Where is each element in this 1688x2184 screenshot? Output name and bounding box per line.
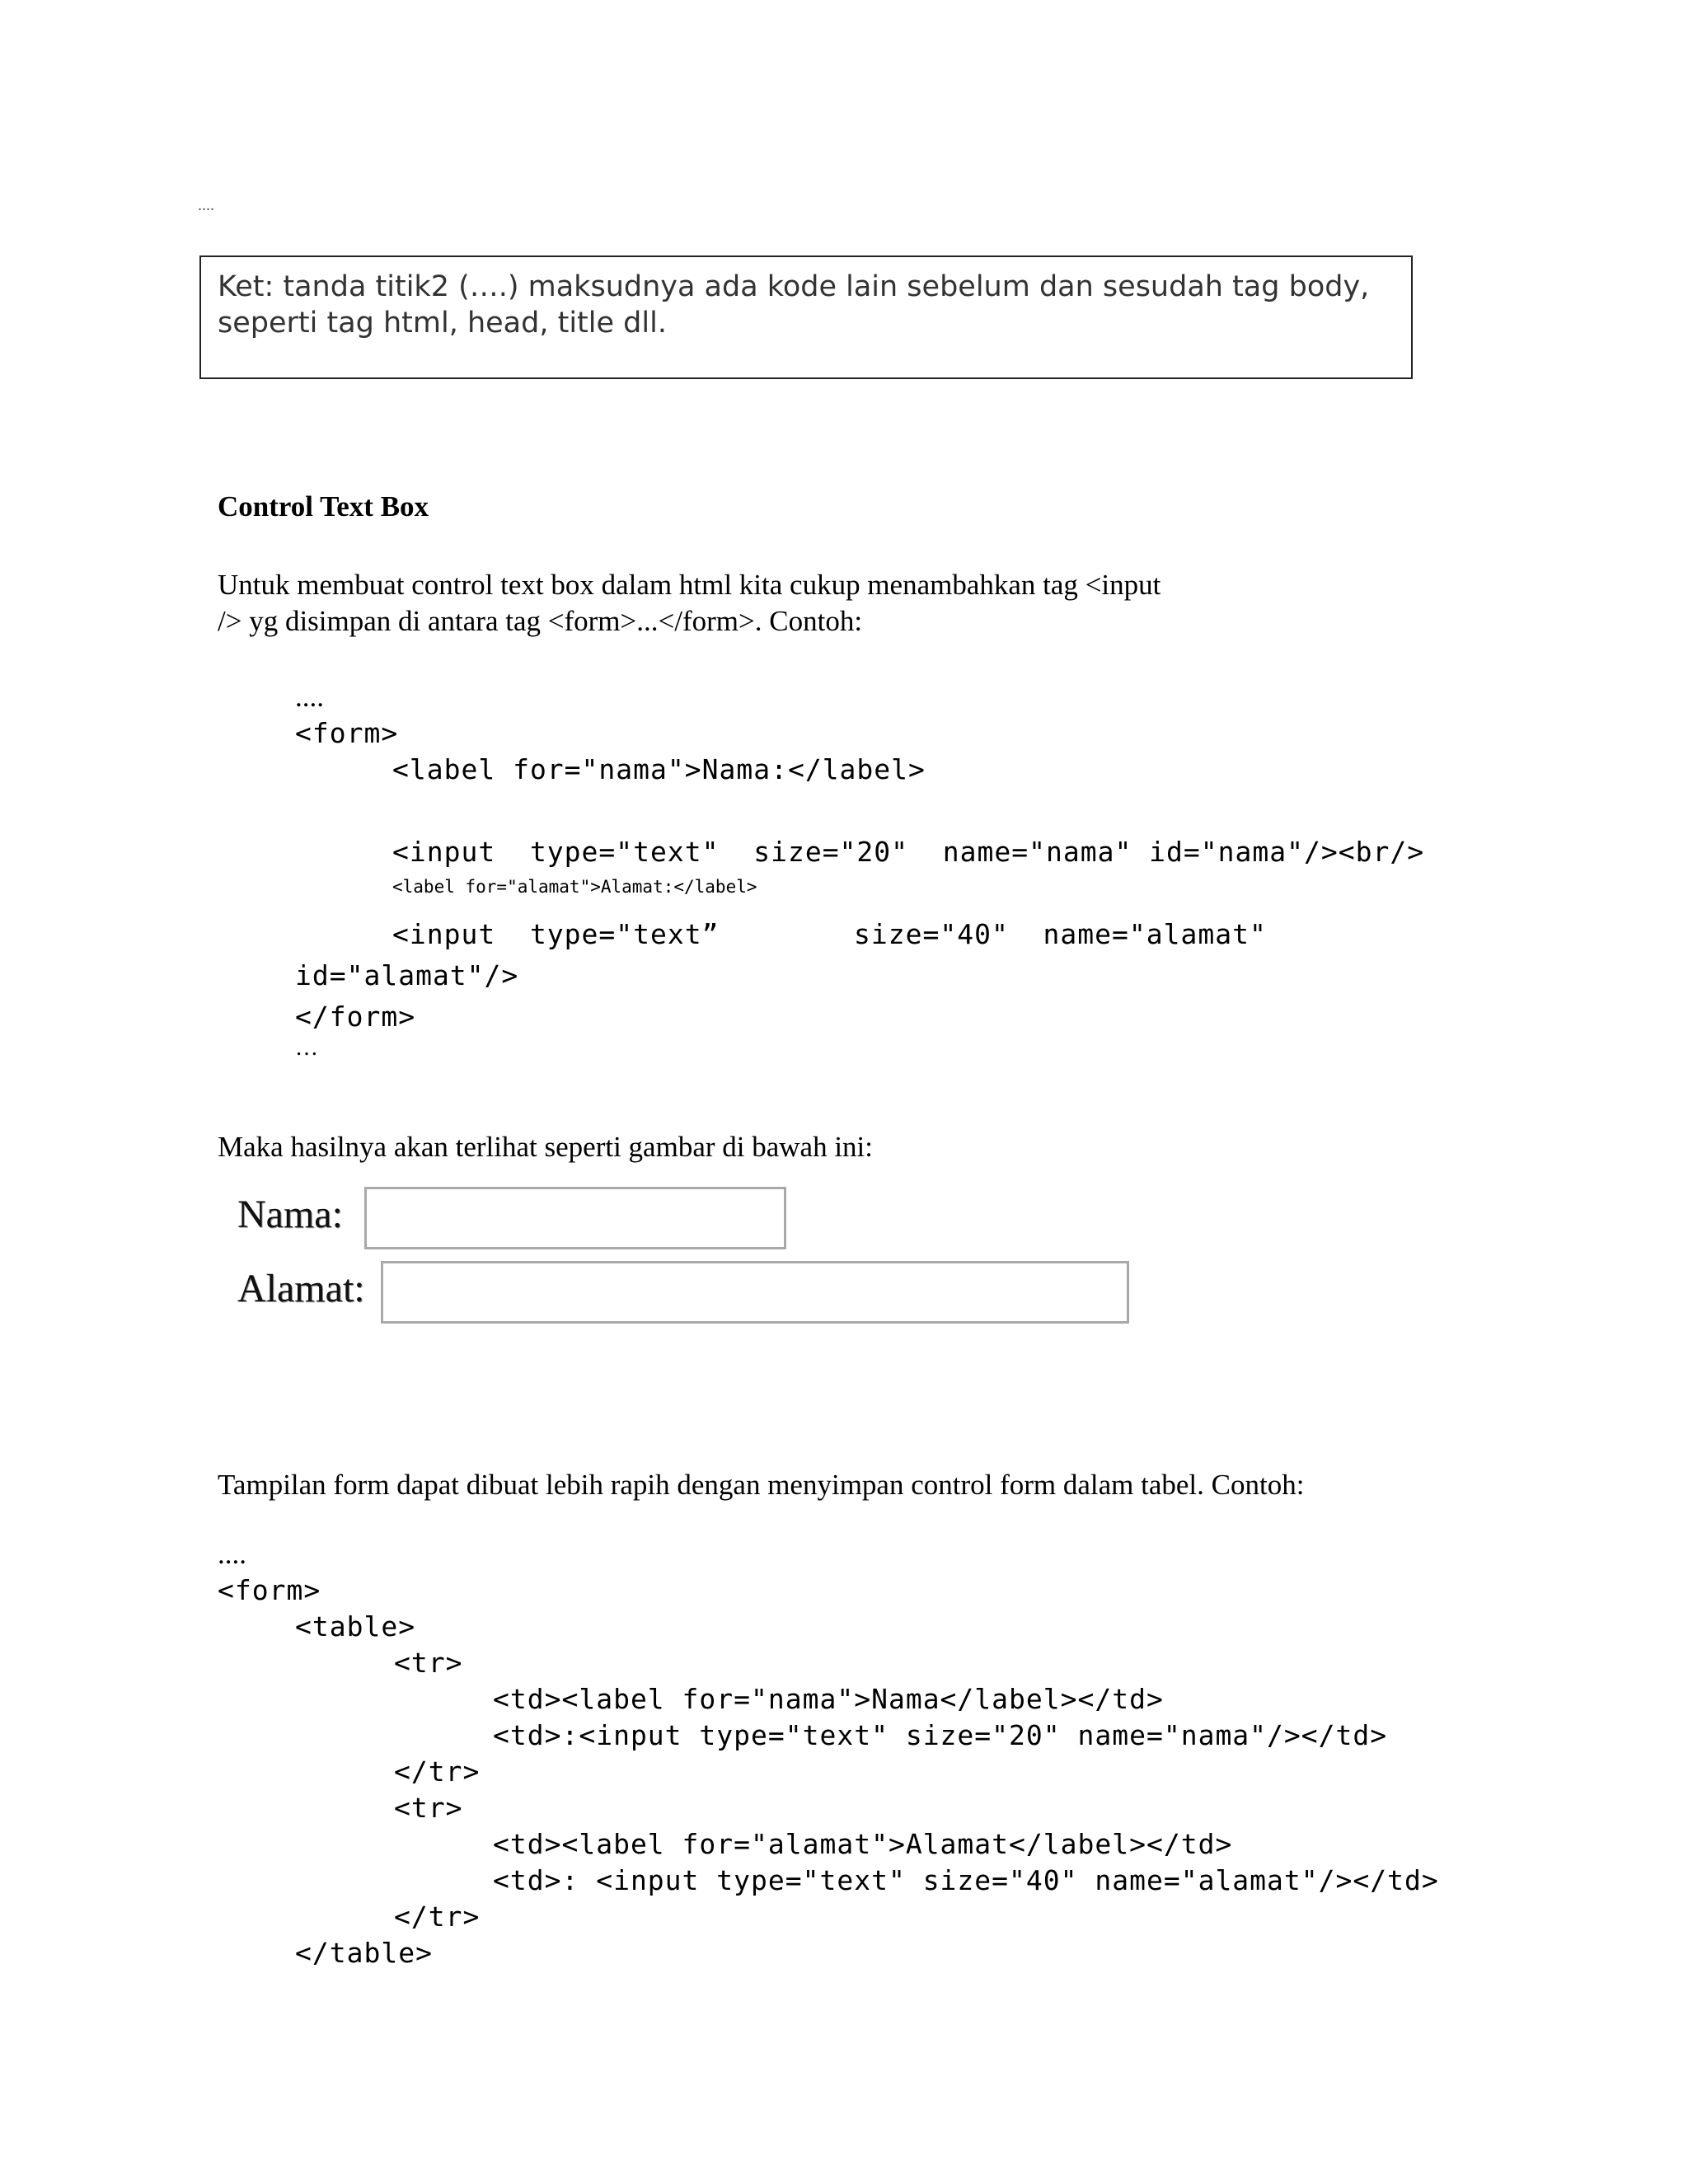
code2-table-open: <table> (295, 1610, 416, 1643)
code1-form-close: </form> (295, 1001, 416, 1033)
code2-tr-open-2: <tr> (394, 1792, 463, 1824)
demo-nama-label: Nama: (237, 1193, 343, 1236)
code2-td-label-nama: <td><label for="nama">Nama</label></td> (493, 1683, 1164, 1715)
code1-dots-end: … (295, 1035, 318, 1061)
code1-input-alamat-a: <input type="text” (392, 918, 720, 950)
code1-input-alamat-b: size="40" name="alamat" (854, 918, 1267, 950)
code2-td-input-alamat: <td>: <input type="text" size="40" name="alamat"/></td> (493, 1864, 1439, 1896)
code1-input-nama: <input type="text" size="20" name="nama" id="nama"/><br/> (392, 836, 1425, 868)
code2-tr-open-1: <tr> (394, 1647, 463, 1679)
demo-alamat-label: Alamat: (237, 1267, 365, 1310)
code1-label-nama: <label for="nama">Nama:</label> (392, 753, 926, 785)
code1-dots-start: .... (295, 681, 324, 713)
code1-form-open: <form> (295, 717, 399, 749)
code2-dots: .... (218, 1538, 246, 1570)
code2-table-close: </table> (295, 1937, 433, 1969)
top-dots: .... (198, 196, 214, 214)
section-heading: Control Text Box (218, 490, 429, 523)
demo-nama-input[interactable] (364, 1187, 786, 1249)
code2-td-label-alamat: <td><label for="alamat">Alamat</label></td> (493, 1828, 1233, 1860)
note-line-1: Ket: tanda titik2 (….) maksudnya ada kode lain sebelum dan sesudah tag body, (218, 270, 1370, 303)
demo-alamat-input[interactable] (381, 1261, 1129, 1324)
table-intro: Tampilan form dapat dibuat lebih rapih dengan menyimpan control form dalam tabel. Contoh: (218, 1469, 1305, 1501)
code1-input-alamat-c: id="alamat"/> (295, 959, 519, 991)
note-line-2: seperti tag html, head, title dll. (218, 307, 667, 340)
intro-line-2: /> yg disimpan di antara tag <form>...</form>. Contoh: (218, 605, 863, 637)
code2-td-input-nama: <td>:<input type="text" size="20" name="nama"/></td> (493, 1719, 1388, 1751)
code2-form-open: <form> (218, 1574, 321, 1606)
code1-label-alamat: <label for="alamat">Alamat:</label> (392, 877, 757, 897)
intro-line-1: Untuk membuat control text box dalam html kita cukup menambahkan tag <input (218, 569, 1161, 601)
result-text: Maka hasilnya akan terlihat seperti gambar di bawah ini: (218, 1131, 874, 1163)
code2-tr-close-1: </tr> (394, 1755, 481, 1788)
code2-tr-close-2: </tr> (394, 1900, 481, 1933)
note-box (199, 255, 1413, 379)
